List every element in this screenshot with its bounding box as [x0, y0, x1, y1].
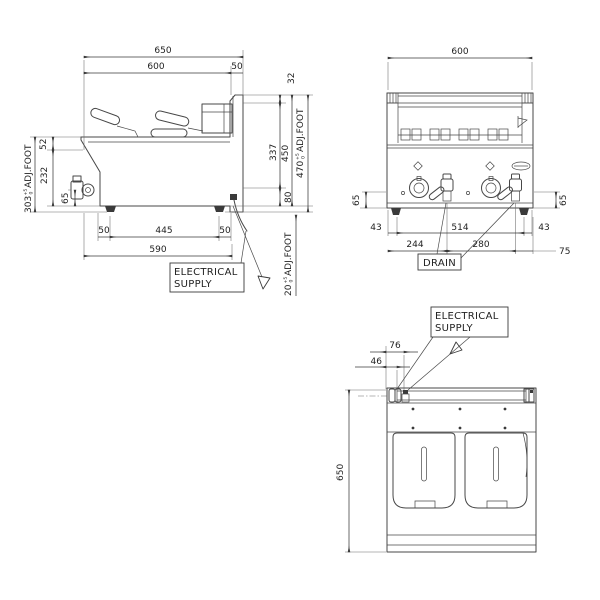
panel-screw	[466, 191, 469, 194]
svg-text:0: 0	[301, 156, 307, 159]
svg-text:+5: +5	[296, 153, 301, 160]
basket-side	[202, 104, 232, 133]
dim-side-32: 32	[287, 72, 297, 84]
drain-valve-side	[71, 176, 94, 199]
basket-handles-side	[90, 104, 232, 137]
dim-front-65-left: 65	[352, 194, 362, 206]
electrical-supply-label-1: ELECTRICAL	[435, 311, 499, 322]
adjustable-foot	[391, 208, 401, 215]
fryer-side-outline	[81, 95, 243, 212]
fryer-plan-outline	[387, 388, 536, 552]
dim-front-43-right: 43	[538, 223, 550, 233]
dim-front-280: 280	[472, 240, 490, 250]
electrical-supply-callout-side	[170, 206, 270, 292]
electrical-supply-label-2: SUPPLY	[174, 279, 212, 290]
svg-text:+5: +5	[284, 276, 289, 284]
plan-view	[336, 307, 536, 552]
electrical-supply-label-1: ELECTRICAL	[174, 267, 238, 278]
dim-front-75: 75	[559, 247, 571, 257]
drain-callout	[418, 203, 514, 270]
dim-side-65: 65	[61, 192, 71, 204]
dim-plan-46: 46	[370, 357, 382, 367]
indicator-light	[414, 162, 422, 170]
svg-text:ADJ.FOOT: ADJ.FOOT	[24, 144, 34, 188]
svg-text:+5: +5	[24, 188, 29, 196]
panel-screw	[401, 191, 404, 194]
fryer-tank-right	[465, 433, 527, 508]
tank-handle-side	[151, 129, 187, 137]
dim-side-52: 52	[39, 138, 49, 150]
svg-text:0: 0	[29, 191, 35, 195]
front-dimensions	[352, 47, 570, 257]
side-dimensions	[23, 46, 308, 296]
adjustable-foot	[214, 206, 225, 212]
dim-side-337: 337	[269, 143, 279, 161]
side-view	[23, 46, 313, 296]
dim-front-514: 514	[451, 223, 469, 233]
svg-text:20: 20	[284, 284, 294, 296]
dim-side-232: 232	[40, 166, 50, 184]
front-view	[352, 47, 570, 270]
electrical-supply-callout-plan	[397, 307, 508, 390]
basket-handle-row	[398, 129, 522, 140]
drain-label: DRAIN	[422, 258, 457, 269]
rail-end-caps	[387, 93, 533, 103]
dim-side-303-adjfoot	[23, 144, 34, 213]
dim-side-50-front: 50	[98, 226, 110, 236]
dim-side-20-adjfoot	[283, 232, 294, 296]
dim-side-600: 600	[147, 62, 165, 72]
svg-text:0: 0	[289, 279, 295, 283]
supply-triangle-icon	[258, 276, 270, 289]
dim-side-80: 80	[284, 191, 294, 203]
adjustable-foot	[105, 206, 116, 212]
dim-front-600: 600	[451, 47, 469, 57]
fryer-tank-left	[393, 433, 455, 508]
svg-text:ADJ.FOOT: ADJ.FOOT	[284, 232, 294, 276]
svg-text:470: 470	[296, 160, 306, 178]
dim-side-50-back: 50	[219, 226, 231, 236]
adjustable-foot	[519, 208, 529, 215]
svg-text:303: 303	[24, 195, 34, 213]
dim-side-470-adjfoot	[295, 108, 306, 178]
plan-screws	[412, 408, 507, 430]
brand-badge	[512, 162, 530, 170]
control-knob-right	[482, 177, 501, 198]
scoop-flag-icon	[518, 116, 527, 128]
dim-side-590: 590	[149, 245, 167, 255]
plan-dimensions	[336, 341, 418, 552]
dim-front-65-right: 65	[559, 194, 569, 206]
drain-valve-left	[428, 174, 453, 201]
dim-side-50-rear: 50	[231, 62, 243, 72]
dim-front-244: 244	[406, 240, 424, 250]
dim-plan-76: 76	[389, 341, 401, 351]
dim-side-650: 650	[154, 46, 172, 56]
plan-extension-lines	[345, 346, 404, 552]
dim-side-450: 450	[281, 144, 291, 162]
svg-text:ADJ.FOOT: ADJ.FOOT	[296, 108, 306, 152]
dim-side-445: 445	[155, 226, 173, 236]
control-knob-left	[410, 177, 429, 198]
control-panel-front	[401, 162, 530, 201]
dim-front-43-left: 43	[370, 223, 382, 233]
indicator-light	[486, 162, 494, 170]
dim-plan-650: 650	[336, 463, 346, 481]
electrical-supply-label-2: SUPPLY	[435, 323, 473, 334]
